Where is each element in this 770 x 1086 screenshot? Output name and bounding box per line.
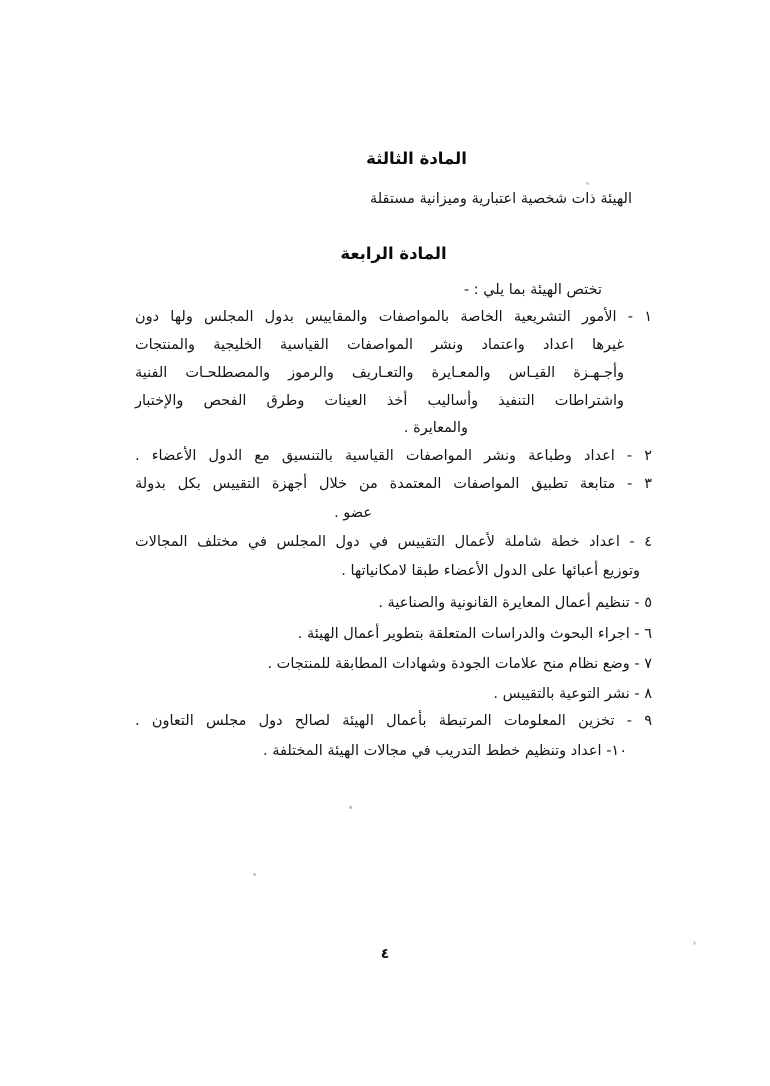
article4-title: المادة الرابعة (340, 244, 447, 263)
list-item-5 (135, 592, 652, 615)
item-8-text-line-1: نشر التوعية بالتقييس . (493, 686, 630, 702)
item-7-number: ٧ - (634, 656, 652, 672)
scan-speck (693, 941, 696, 945)
item-8-number: ٨ - (634, 686, 652, 702)
item-6-text-line-1: اجراء البحوث والدراسات المتعلقة بتطوير أعمال الهيئة . (297, 626, 630, 642)
text-column (135, 0, 652, 1086)
item-6-number: ٦ - (634, 626, 652, 642)
scan-speck (253, 873, 256, 876)
item-3-text-line-2: عضو . (334, 505, 372, 521)
item-4-number: ٤ - (629, 534, 653, 550)
item-10-number: ١٠- (606, 743, 627, 759)
list-item-7 (135, 653, 652, 676)
item-5-number: ٥ - (634, 595, 652, 611)
article4-intro: تختص الهيئة بما يلي : - (463, 282, 602, 298)
item-7-text-line-1: وضع نظام منح علامات الجودة وشهادات المطابقة للمنتجات . (267, 656, 630, 672)
list-item-10 (135, 740, 627, 763)
list-item-4 (135, 531, 652, 554)
article3-title: المادة الثالثة (366, 149, 467, 168)
item-1-number: ١ - (627, 309, 652, 325)
list-item-9 (135, 710, 652, 733)
item-1-text-line-3: وأجـهـزة القيـاس والمعـايرة والتعـاريف والرموز والمصطلحـات الفنية (135, 365, 624, 381)
item-1-text-line-4: واشتراطات التنفيذ وأساليب أخذ العينات وطرق الفحص والإختبار (135, 393, 624, 409)
item-4-text-line-1: اعداد خطة شاملة لأعمال التقييس في دول المجلس في مختلف المجالات (135, 534, 620, 550)
item-9-number: ٩ - (626, 713, 653, 729)
list-item-1 (135, 306, 652, 329)
item-1-text-line-2: غيرها اعداد واعتماد ونشر المواصفات القياسية الخليجية والمنتجات (135, 337, 624, 353)
item-1-text-line-5: والمعايرة . (403, 420, 468, 436)
item-10-text-line-1: اعداد وتنظيم خطط التدريب في مجالات الهيئة المختلفة . (263, 743, 602, 759)
article3-body: الهيئة ذات شخصية اعتبارية وميزانية مستقلة (369, 191, 632, 207)
list-item-6 (135, 623, 652, 646)
item-2-number: ٢ - (626, 448, 652, 464)
item-1-text-line-1: الأمور التشريعية الخاصة بالمواصفات والمقاييس بدول المجلس ولها دون (135, 309, 617, 325)
list-item-3 (135, 473, 652, 496)
scan-speck (349, 806, 352, 809)
item-2-text-line-1: اعداد وطباعة ونشر المواصفات القياسية بالتنسيق مع الدول الأعضاء . (135, 448, 615, 464)
item-9-text-line-1: تخزين المعلومات المرتبطة بأعمال الهيئة لصالح دول مجلس التعاون . (135, 713, 615, 729)
list-item-2 (135, 445, 652, 468)
item-3-number: ٣ - (627, 476, 653, 492)
scan-speck (586, 182, 589, 185)
item-5-text-line-1: تنظيم أعمال المعايرة القانونية والصناعية . (378, 595, 630, 611)
list-item-8 (135, 683, 652, 706)
item-3-text-line-1: متابعة تطبيق المواصفات المعتمدة من خلال أجهزة التقييس بكل بدولة (135, 476, 616, 492)
page-number: ٤ (380, 946, 390, 962)
item-4-text-line-2: وتوزيع أعبائها على الدول الأعضاء طبقا لامكانياتها . (341, 563, 640, 579)
